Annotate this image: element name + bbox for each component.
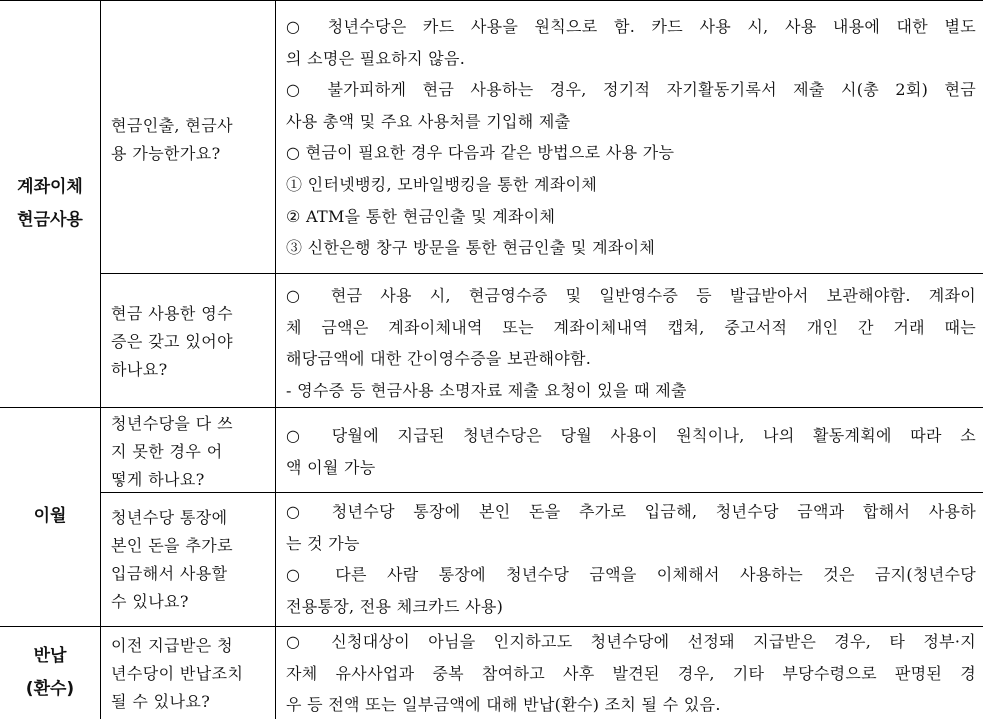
answer-line: ① 인터넷뱅킹, 모바일뱅킹을 통한 계좌이체	[286, 174, 598, 194]
answer-line: ○ 당월에 지급된 청년수당은 당월 사용이 원칙이나, 나의 활동계획에 따라 소	[286, 426, 976, 445]
question-cell: 현금 사용한 영수 증은 갖고 있어야 하나요?	[111, 304, 233, 379]
category-cell	[0, 0, 100, 407]
answer-line: 사용 총액 및 주요 사용처를 기입해 제출	[286, 111, 571, 131]
category-cell	[0, 626, 100, 719]
answer-line: ② ATM을 통한 현금인출 및 계좌이체	[286, 206, 556, 226]
question-cell: 청년수당을 다 쓰 지 못한 경우 어 떻게 하나요?	[111, 414, 233, 489]
answer-line: ○ 현금이 필요한 경우 다음과 같은 방법으로 사용 가능	[286, 143, 675, 163]
category-cell	[0, 407, 100, 626]
section-divider	[0, 407, 983, 408]
answer-line: ○ 다른 사람 통장에 청년수당 금액을 이체해서 사용하는 것은 금지(청년수당	[286, 565, 976, 585]
answer-line: ○ 불가피하게 현금 사용하는 경우, 정기적 자기활동기록서 제출 시(총 2회) 현금	[286, 80, 976, 100]
answer-line: 전용통장, 전용 체크카드 사용)	[286, 596, 504, 616]
answer-cell	[286, 11, 976, 264]
category-label: 현금사용	[17, 209, 83, 230]
row-divider	[100, 273, 983, 274]
answer-line: ○ 청년수당은 카드 사용을 원칙으로 함. 카드 사용 시, 사용 내용에 대한 별도	[286, 17, 976, 36]
answer-line: 액 이월 가능	[286, 457, 376, 477]
answer-line: - 영수증 등 현금사용 소명자료 제출 요청이 있을 때 제출	[286, 380, 687, 400]
answer-cell	[286, 280, 976, 406]
answer-line: 해당금액에 대한 간이영수증을 보관해야함.	[286, 349, 592, 369]
category-label: 계좌이체	[17, 176, 83, 197]
answer-line: 체 금액은 계좌이체내역 또는 계좌이체내역 캡쳐, 중고서적 개인 간 거래 때는	[286, 317, 976, 337]
answer-line: ○ 현금 사용 시, 현금영수증 및 일반영수증 등 발급받아서 보관해야함. 계좌이	[286, 286, 976, 305]
answer-line: ○ 청년수당 통장에 본인 돈을 추가로 입금해, 청년수당 금액과 합해서 사용하	[286, 502, 976, 521]
row-divider	[0, 0, 983, 1]
question-cell: 이전 지급받은 청 년수당이 반납조치 될 수 있나요?	[111, 636, 244, 711]
column-divider	[100, 0, 101, 719]
question-cell: 현금인출, 현금사 용 가능한가요?	[111, 116, 233, 163]
column-divider	[275, 0, 276, 719]
category-label: (환수)	[25, 678, 75, 699]
answer-line: ③ 신한은행 창구 방문을 통한 현금인출 및 계좌이체	[286, 238, 656, 258]
answer-line: 는 것 가능	[286, 533, 360, 553]
question-cell: 청년수당 통장에 본인 돈을 추가로 입금해서 사용할 수 있나요?	[111, 508, 233, 611]
category-label: 이월	[33, 506, 67, 526]
category-label: 반납	[33, 645, 67, 666]
answer-line: 의 소명은 필요하지 않음.	[286, 48, 466, 68]
answer-cell	[286, 626, 976, 721]
answer-line: 우 등 전액 또는 일부금액에 대해 반납(환수) 조치 될 수 있음.	[286, 695, 721, 715]
answer-cell	[286, 496, 976, 622]
answer-line: 자체 유사사업과 중복 참여하고 사후 발견된 경우, 기타 부당수령으로 판명된 경	[286, 663, 976, 683]
answer-cell	[286, 420, 976, 483]
answer-line: ○ 신청대상이 아님을 인지하고도 청년수당에 선정돼 지급받은 경우, 타 정부·지	[286, 632, 976, 651]
